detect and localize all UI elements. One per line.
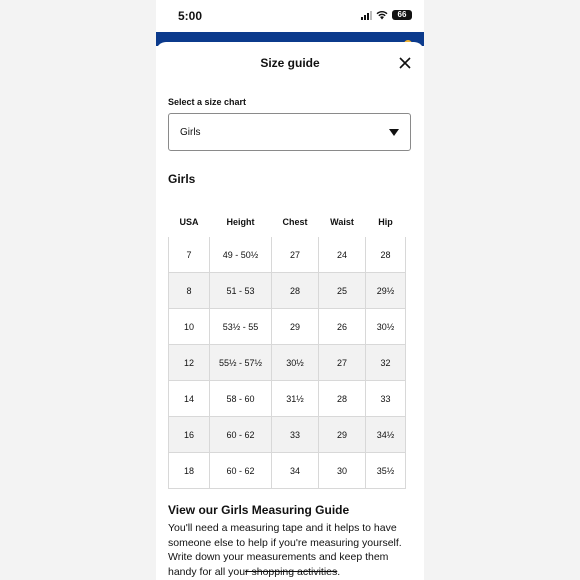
table-cell: 27 — [272, 237, 319, 273]
table-cell: 29½ — [366, 273, 406, 309]
table-cell: 24 — [319, 237, 366, 273]
phone-screen — [156, 0, 424, 580]
section-heading: Girls — [168, 172, 196, 186]
table-cell: 25 — [319, 273, 366, 309]
column-header: USA — [179, 217, 199, 227]
table-cell: 12 — [169, 345, 210, 381]
table-cell: 32 — [366, 345, 406, 381]
table-row — [169, 309, 406, 345]
size-chart-value: Girls — [180, 127, 201, 138]
status-bar — [156, 0, 424, 32]
size-chart-select[interactable] — [168, 113, 411, 151]
guide-text-end: . — [337, 565, 341, 578]
sheet-title: Size guide — [260, 56, 320, 70]
size-guide-sheet — [156, 42, 424, 580]
measuring-guide-text — [168, 521, 408, 579]
table-cell: 28 — [272, 273, 319, 309]
table-cell: 30 — [319, 453, 366, 489]
table-cell: 27 — [319, 345, 366, 381]
signal-icon — [361, 11, 372, 20]
table-cell: 51 - 53 — [210, 273, 272, 309]
table-cell: 7 — [169, 237, 210, 273]
status-time: 5:00 — [178, 9, 203, 23]
guide-text-strike: r shopping activities — [245, 565, 338, 578]
table-cell: 60 - 62 — [210, 453, 272, 489]
wifi-icon — [376, 10, 388, 20]
column-header: Height — [226, 217, 255, 227]
table-cell: 53½ - 55 — [210, 309, 272, 345]
column-header: Chest — [282, 217, 308, 227]
table-row — [169, 345, 406, 381]
table-cell: 26 — [319, 309, 366, 345]
size-table — [168, 207, 406, 489]
table-cell: 29 — [272, 309, 319, 345]
table-cell: 35½ — [366, 453, 406, 489]
table-cell: 30½ — [366, 309, 406, 345]
close-icon[interactable] — [398, 56, 412, 70]
table-row — [169, 417, 406, 453]
table-row — [169, 381, 406, 417]
table-cell: 18 — [169, 453, 210, 489]
table-cell: 30½ — [272, 345, 319, 381]
table-cell: 55½ - 57½ — [210, 345, 272, 381]
column-header: Waist — [330, 217, 354, 227]
table-cell: 60 - 62 — [210, 417, 272, 453]
table-cell: 10 — [169, 309, 210, 345]
table-cell: 16 — [169, 417, 210, 453]
table-cell: 28 — [366, 237, 406, 273]
battery-icon: 66 — [392, 10, 412, 20]
size-table-viewport[interactable] — [156, 202, 424, 520]
table-cell: 28 — [319, 381, 366, 417]
status-icons — [361, 10, 412, 20]
table-cell: 14 — [169, 381, 210, 417]
table-cell: 8 — [169, 273, 210, 309]
caret-down-icon — [389, 129, 399, 137]
table-row — [169, 453, 406, 489]
table-cell: 29 — [319, 417, 366, 453]
table-cell: 33 — [272, 417, 319, 453]
table-header-row — [169, 207, 406, 237]
table-row — [169, 273, 406, 309]
table-row — [169, 237, 406, 273]
table-cell: 49 - 50½ — [210, 237, 272, 273]
table-cell: 31½ — [272, 381, 319, 417]
table-cell: 33 — [366, 381, 406, 417]
table-cell: 34½ — [366, 417, 406, 453]
table-cell: 58 - 60 — [210, 381, 272, 417]
column-header: Hip — [378, 217, 393, 227]
size-chart-label: Select a size chart — [168, 97, 247, 107]
table-cell: 34 — [272, 453, 319, 489]
measuring-guide-heading: View our Girls Measuring Guide — [168, 503, 350, 517]
guide-text-main: You'll need a measuring tape and it helps to have someone else to help if you're measuring yourself. Write down your measurements and keep them handy for all you — [168, 522, 402, 578]
